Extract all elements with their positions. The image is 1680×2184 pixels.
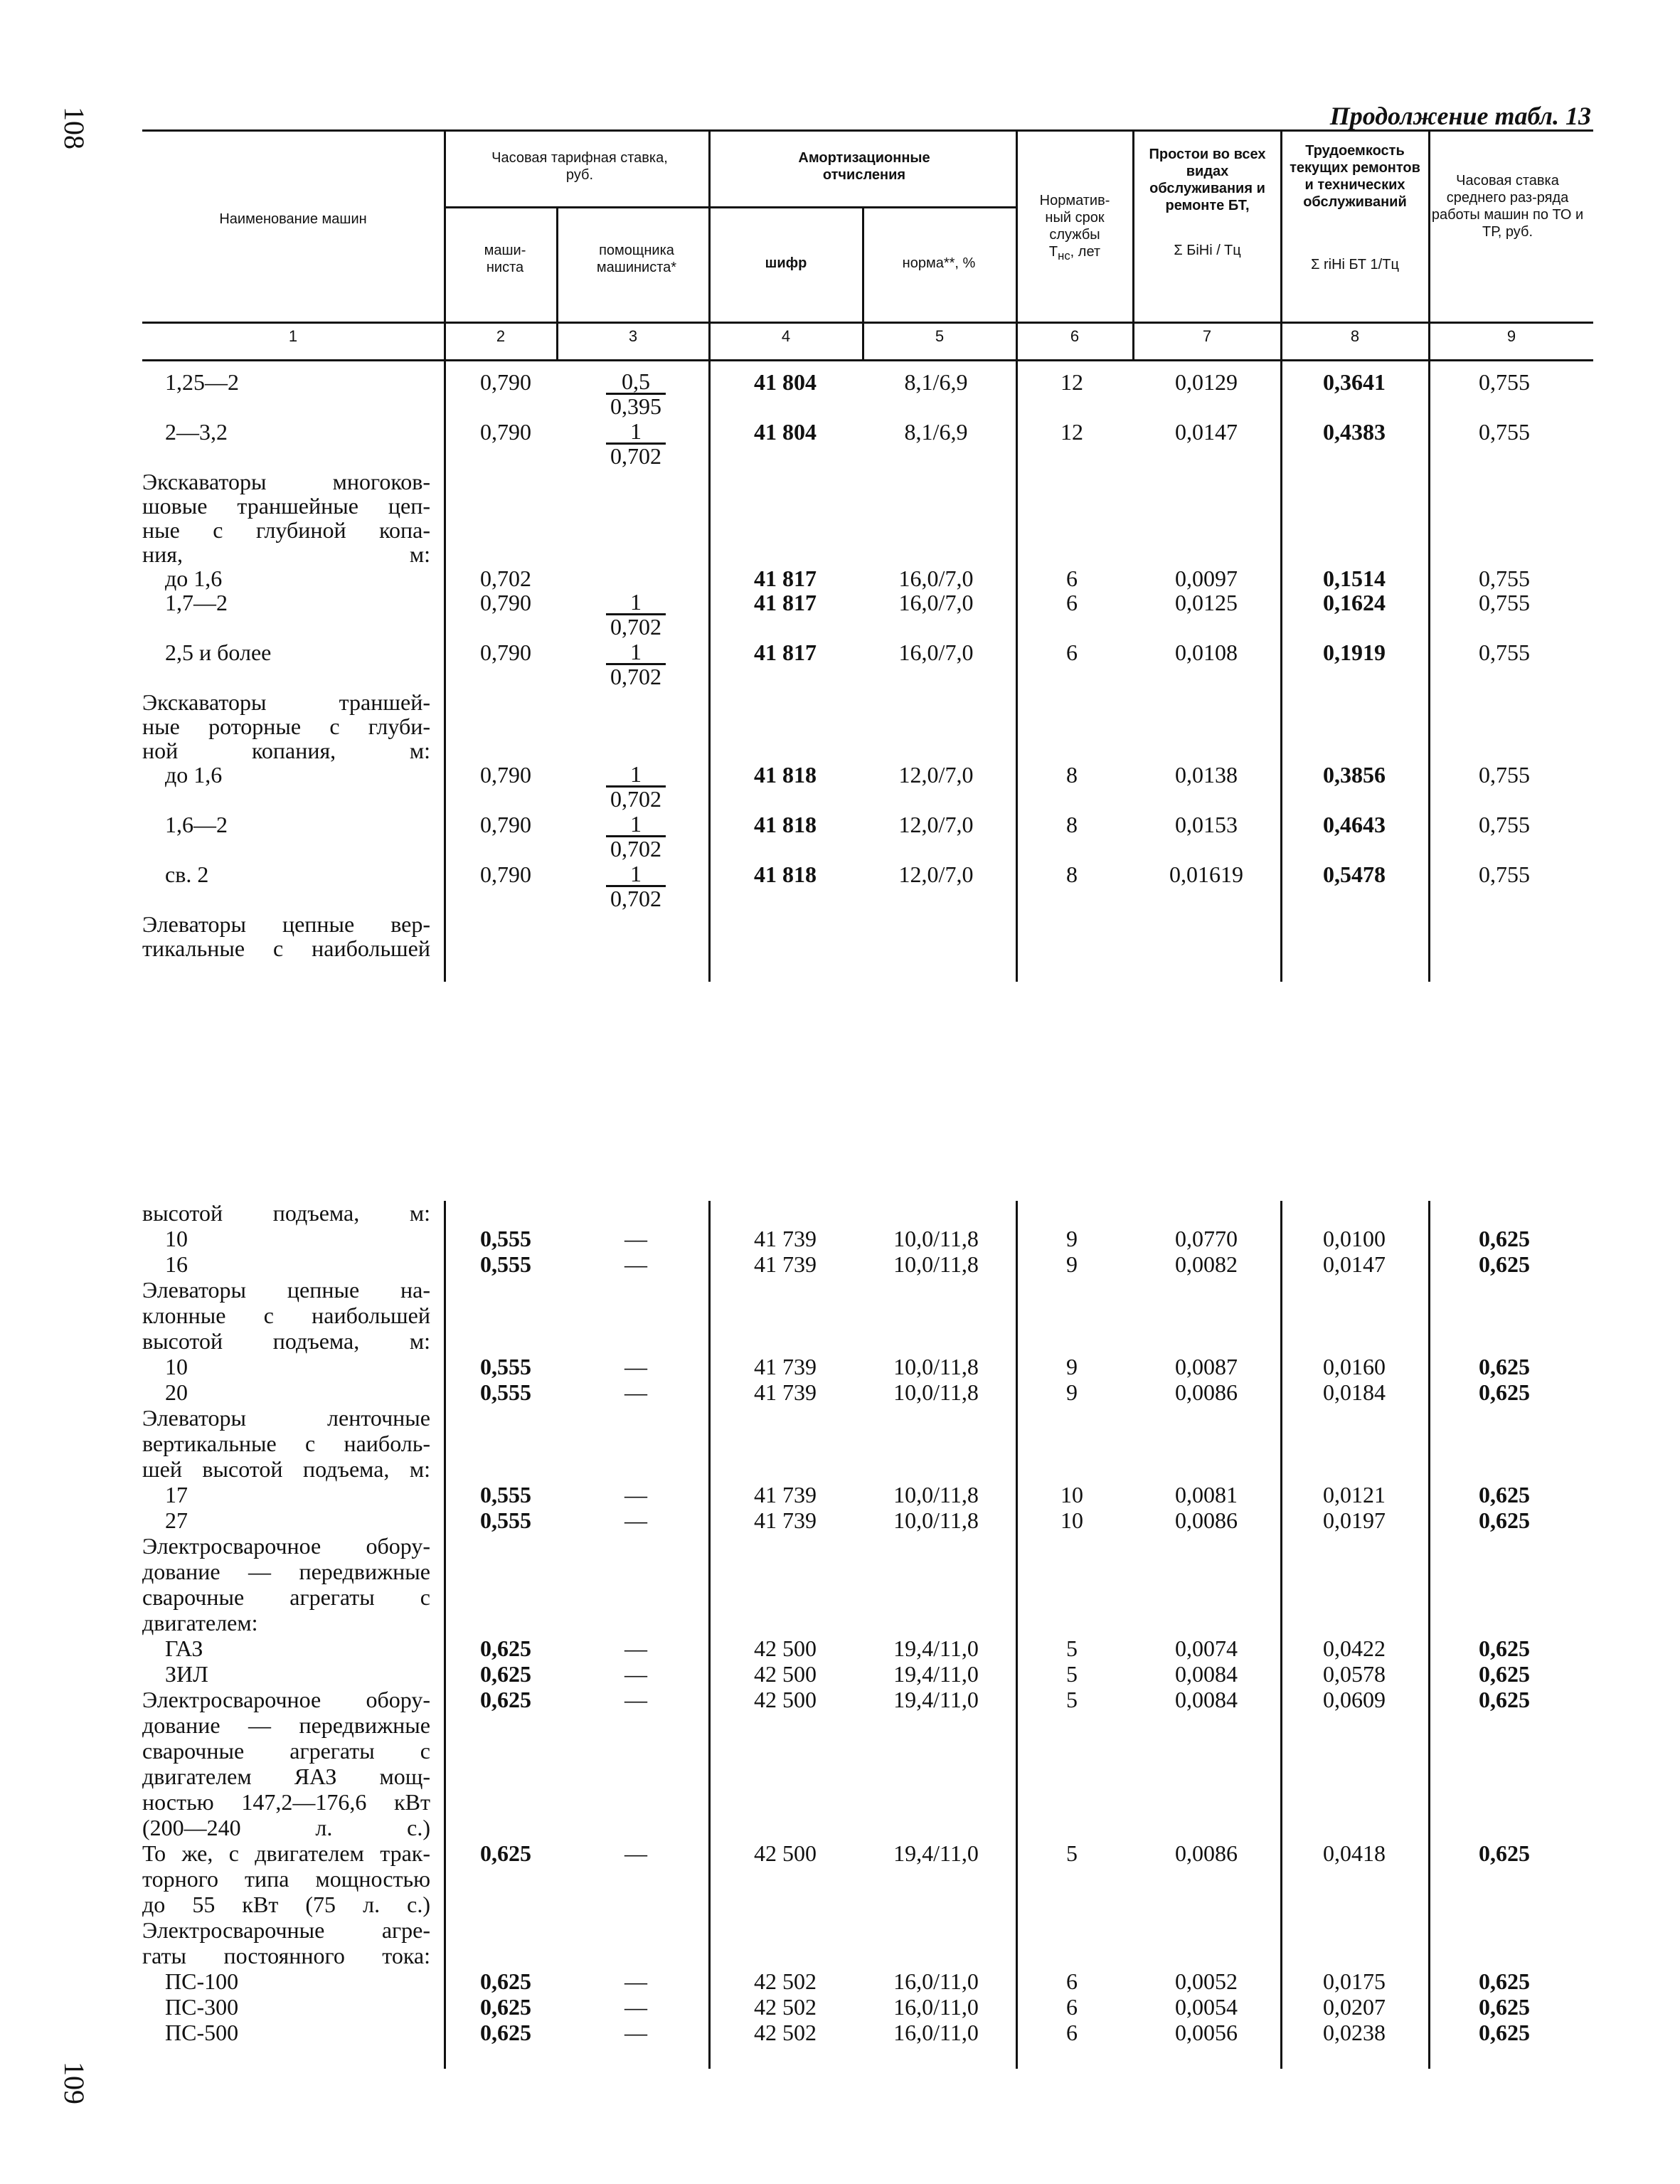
hourly-rate: 0,755 [1479, 862, 1530, 887]
service-life: 5 [1066, 1840, 1078, 1866]
group-heading-line: шей высотой подъема, м: [142, 1456, 430, 1482]
amortization-code: 41 817 [754, 590, 817, 615]
amortization-norm: 12,0/7,0 [898, 762, 974, 788]
group-heading [0, 1611, 1680, 1635]
labor-intensity: 0,0578 [1323, 1661, 1386, 1687]
downtime-value: 0,0129 [1175, 369, 1238, 395]
labor-intensity: 0,0121 [1323, 1482, 1386, 1507]
group-heading [0, 1867, 1680, 1891]
amortization-norm: 8,1/6,9 [904, 419, 968, 445]
hourly-rate: 0,755 [1479, 419, 1530, 445]
assistant-rate: — [624, 1354, 647, 1379]
amortization-code: 42 500 [754, 1636, 817, 1661]
col-number: 8 [1350, 327, 1360, 345]
machine-name: То же, с двигателем трак- [142, 1840, 430, 1866]
hourly-rate: 0,625 [1479, 1840, 1530, 1866]
amortization-norm: 16,0/11,0 [893, 1994, 979, 2020]
amortization-norm: 19,4/11,0 [893, 1636, 979, 1661]
service-life: 6 [1066, 1968, 1078, 1994]
machinist-rate: 0,702 [480, 566, 531, 591]
hourly-rate: 0,625 [1479, 1354, 1530, 1379]
labor-intensity: 0,1624 [1323, 590, 1386, 615]
machinist-rate: 0,625 [480, 1840, 531, 1866]
header-amort-group: Амортизационные отчисления [798, 150, 930, 183]
table-row [0, 1226, 1680, 1251]
machine-name: 1,7—2 [165, 590, 228, 615]
assistant-rate: — [624, 1251, 647, 1277]
amortization-norm: 10,0/11,8 [893, 1507, 979, 1533]
assistant-rate: — [624, 1840, 647, 1866]
group-heading [0, 1457, 1680, 1481]
group-heading [0, 1278, 1680, 1302]
col-number: 1 [288, 327, 298, 345]
service-life: 9 [1066, 1251, 1078, 1277]
group-heading-line: шовые траншейные цеп- [142, 493, 430, 519]
group-heading-line: Электросварочные агре- [142, 1917, 430, 1943]
labor-intensity: 0,0418 [1323, 1840, 1386, 1866]
group-heading [0, 1303, 1680, 1327]
service-life: 8 [1066, 812, 1078, 837]
downtime-value: 0,0147 [1175, 419, 1238, 445]
amortization-norm: 10,0/11,8 [893, 1482, 979, 1507]
group-heading [0, 1406, 1680, 1430]
labor-intensity: 0,0147 [1323, 1251, 1386, 1277]
amortization-norm: 16,0/11,0 [893, 2020, 979, 2045]
group-heading-line: сварочные агрегаты с [142, 1584, 430, 1610]
col-number: 2 [496, 327, 506, 345]
machine-name: 10 [165, 1226, 188, 1251]
amortization-code: 41 804 [754, 419, 817, 445]
assistant-rate: $\frac{1}{0,702}$ [562, 590, 710, 639]
table-row [0, 1380, 1680, 1404]
hourly-rate: 0,625 [1479, 2020, 1530, 2045]
machinist-rate: 0,790 [480, 590, 531, 615]
amortization-code: 42 502 [754, 1968, 817, 1994]
service-life: 8 [1066, 762, 1078, 788]
service-life: 10 [1060, 1482, 1083, 1507]
labor-intensity: 0,3856 [1323, 762, 1386, 788]
hourly-rate: 0,625 [1479, 1226, 1530, 1251]
group-heading-line: дование — передвижные [142, 1559, 430, 1584]
group-heading [0, 1713, 1680, 1737]
amortization-norm: 12,0/7,0 [898, 862, 974, 887]
amortization-norm: 16,0/7,0 [898, 590, 974, 615]
machinist-rate: 0,625 [480, 1968, 531, 1994]
assistant-rate: — [624, 1994, 647, 2020]
amortization-norm: 10,0/11,8 [893, 1226, 979, 1251]
group-heading [0, 1918, 1680, 1942]
hourly-rate: 0,755 [1479, 590, 1530, 615]
header-code: шифр [765, 255, 807, 271]
downtime-value: 0,0052 [1175, 1968, 1238, 1994]
amortization-code: 41 804 [754, 369, 817, 395]
group-heading-line: высотой подъема, м: [142, 1328, 430, 1354]
labor-intensity: 0,1919 [1323, 640, 1386, 665]
header-labor-formula: Σ riHi БТ 1/Tц [1311, 257, 1399, 272]
machine-name: ЗИЛ [165, 1661, 208, 1687]
amortization-norm: 16,0/7,0 [898, 640, 974, 665]
machinist-rate: 0,625 [480, 1661, 531, 1687]
downtime-value: 0,0054 [1175, 1994, 1238, 2020]
hourly-rate: 0,755 [1479, 566, 1530, 591]
hourly-rate: 0,625 [1479, 1379, 1530, 1405]
assistant-rate: $\frac{1}{0,702}$ [562, 812, 710, 861]
machine-name: до 1,6 [165, 566, 223, 591]
amortization-norm: 12,0/7,0 [898, 812, 974, 837]
group-heading-line: Элеваторы цепные на- [142, 1277, 430, 1303]
hourly-rate: 0,625 [1479, 1994, 1530, 2020]
assistant-rate: $\frac{1}{0,702}$ [562, 640, 710, 689]
group-heading [0, 1431, 1680, 1456]
col-number: 5 [935, 327, 945, 345]
header-rate: Часовая ставка среднего раз-ряда работы машин по ТО и ТР, руб. [1431, 173, 1584, 240]
machine-name: 20 [165, 1379, 188, 1405]
table-row [0, 1355, 1680, 1379]
machine-name: ПС-500 [165, 2020, 239, 2045]
labor-intensity: 0,0238 [1323, 2020, 1386, 2045]
group-heading [0, 1329, 1680, 1353]
header-assistant: помощника машиниста* [596, 243, 677, 275]
machinist-rate: 0,790 [480, 762, 531, 788]
group-heading-line: ные с глубиной копа- [142, 517, 430, 543]
group-heading-line: ной копания, м: [142, 738, 430, 763]
service-life: 8 [1066, 862, 1078, 887]
group-heading-line: двигателем ЯАЗ мощ- [142, 1764, 430, 1789]
amortization-code: 41 739 [754, 1507, 817, 1533]
assistant-rate: — [624, 1968, 647, 1994]
machinist-rate: 0,790 [480, 862, 531, 887]
group-heading-line: ностью 147,2—176,6 кВт [142, 1789, 430, 1815]
service-life: 12 [1060, 419, 1083, 445]
downtime-value: 0,0086 [1175, 1379, 1238, 1405]
downtime-value: 0,0138 [1175, 762, 1238, 788]
assistant-rate: — [624, 1636, 647, 1661]
group-heading-line: высотой подъема, м: [142, 1200, 430, 1226]
machinist-rate: 0,555 [480, 1507, 531, 1533]
service-life: 6 [1066, 640, 1078, 665]
group-heading [0, 1534, 1680, 1558]
machine-name: 10 [165, 1354, 188, 1379]
amortization-norm: 19,4/11,0 [893, 1840, 979, 1866]
group-heading-line: клонные с наибольшей [142, 1303, 430, 1328]
service-life: 5 [1066, 1687, 1078, 1712]
service-life: 5 [1066, 1636, 1078, 1661]
group-heading-line: Экскаваторы многоков- [142, 469, 430, 494]
labor-intensity: 0,0207 [1323, 1994, 1386, 2020]
service-life: 9 [1066, 1226, 1078, 1251]
assistant-rate: — [624, 1379, 647, 1405]
amortization-norm: 8,1/6,9 [904, 369, 968, 395]
group-heading-line: (200—240 л. с.) [142, 1815, 430, 1840]
group-heading-line: ные роторные с глуби- [142, 714, 430, 739]
col-number: 3 [628, 327, 638, 345]
downtime-value: 0,0097 [1175, 566, 1238, 591]
group-heading-line: сварочные агрегаты с [142, 1738, 430, 1764]
machine-name: 1,25—2 [165, 369, 239, 395]
hourly-rate: 0,625 [1479, 1482, 1530, 1507]
service-life: 5 [1066, 1661, 1078, 1687]
page-number-bottom: 109 [58, 2062, 90, 2104]
amortization-code: 42 500 [754, 1687, 817, 1712]
group-heading-line: тикальные с наибольшей [142, 935, 430, 961]
service-life: 10 [1060, 1507, 1083, 1533]
labor-intensity: 0,1514 [1323, 566, 1386, 591]
hourly-rate: 0,625 [1479, 1968, 1530, 1994]
group-heading [0, 1764, 1680, 1788]
downtime-value: 0,0087 [1175, 1354, 1238, 1379]
service-life: 6 [1066, 590, 1078, 615]
downtime-value: 0,0108 [1175, 640, 1238, 665]
group-heading [0, 1892, 1680, 1917]
amortization-code: 42 502 [754, 1994, 817, 2020]
group-heading-line: гаты постоянного тока: [142, 1943, 430, 1968]
group-heading-line: двигателем: [142, 1610, 258, 1636]
amortization-code: 41 739 [754, 1379, 817, 1405]
labor-intensity: 0,0160 [1323, 1354, 1386, 1379]
downtime-value: 0,0056 [1175, 2020, 1238, 2045]
group-heading [0, 1559, 1680, 1584]
group-heading-line: ния, м: [142, 541, 430, 567]
amortization-norm: 16,0/7,0 [898, 566, 974, 591]
header-downtime-formula: Σ БiHi / Tц [1174, 243, 1241, 258]
hourly-rate: 0,755 [1479, 640, 1530, 665]
machine-name: 16 [165, 1251, 188, 1277]
downtime-value: 0,0086 [1175, 1840, 1238, 1866]
header-downtime: Простои во всех видах обслуживания и ремонте БТ, [1149, 147, 1266, 213]
amortization-norm: 19,4/11,0 [893, 1687, 979, 1712]
machine-name: до 1,6 [165, 762, 223, 788]
page-number-top: 108 [58, 107, 90, 149]
group-heading [0, 1815, 1680, 1840]
group-heading-line: Элеваторы ленточные [142, 1405, 430, 1431]
downtime-value: 0,0125 [1175, 590, 1238, 615]
service-life: 9 [1066, 1354, 1078, 1379]
table-row [0, 2020, 1680, 2045]
assistant-rate: $\frac{1}{0,702}$ [562, 420, 710, 468]
amortization-code: 41 818 [754, 762, 817, 788]
hourly-rate: 0,625 [1479, 1636, 1530, 1661]
labor-intensity: 0,5478 [1323, 862, 1386, 887]
machine-name: 1,6—2 [165, 812, 228, 837]
header-machinist: маши- ниста [484, 243, 526, 275]
machinist-rate: 0,790 [480, 369, 531, 395]
downtime-value: 0,0084 [1175, 1687, 1238, 1712]
machinist-rate: 0,790 [480, 419, 531, 445]
downtime-value: 0,0770 [1175, 1226, 1238, 1251]
machine-name: 17 [165, 1482, 188, 1507]
hourly-rate: 0,755 [1479, 762, 1530, 788]
hourly-rate: 0,625 [1479, 1687, 1530, 1712]
header-name: Наименование машин [219, 211, 367, 227]
amortization-norm: 10,0/11,8 [893, 1251, 979, 1277]
machinist-rate: 0,625 [480, 1994, 531, 2020]
amortization-code: 41 739 [754, 1354, 817, 1379]
service-life: 6 [1066, 566, 1078, 591]
col-number: 7 [1202, 327, 1212, 345]
machine-name: ПС-300 [165, 1994, 239, 2020]
table-row [0, 1841, 1680, 1865]
amortization-code: 41 739 [754, 1251, 817, 1277]
service-life: 6 [1066, 1994, 1078, 2020]
table-row [0, 1995, 1680, 2019]
group-heading-line: Элеваторы цепные вер- [142, 911, 430, 937]
service-life: 12 [1060, 369, 1083, 395]
machine-name: 2—3,2 [165, 419, 228, 445]
assistant-rate: — [624, 1482, 647, 1507]
table-row [0, 1636, 1680, 1660]
downtime-value: 0,0084 [1175, 1661, 1238, 1687]
group-heading [0, 1201, 1680, 1225]
machinist-rate: 0,555 [480, 1354, 531, 1379]
assistant-rate: — [624, 1687, 647, 1712]
amortization-code: 41 817 [754, 566, 817, 591]
group-heading [0, 1790, 1680, 1814]
assistant-rate: — [624, 2020, 647, 2045]
header-tariff-group: Часовая тарифная ставка, руб. [491, 150, 668, 183]
labor-intensity: 0,0197 [1323, 1507, 1386, 1533]
assistant-rate: — [624, 1226, 647, 1251]
amortization-code: 41 739 [754, 1482, 817, 1507]
amortization-code: 41 818 [754, 812, 817, 837]
header-life: Норматив- ный срок службы $T_{нс}$, лет [1039, 193, 1110, 263]
group-heading [0, 1739, 1680, 1763]
hourly-rate: 0,625 [1479, 1661, 1530, 1687]
machine-name: ПС-100 [165, 1968, 239, 1994]
labor-intensity: 0,3641 [1323, 369, 1386, 395]
machinist-rate: 0,625 [480, 2020, 531, 2045]
downtime-value: 0,0074 [1175, 1636, 1238, 1661]
machine-name: Электросварочное обору- [142, 1687, 430, 1712]
table-row [0, 1252, 1680, 1276]
amortization-norm: 16,0/11,0 [893, 1968, 979, 1994]
assistant-rate: $\frac{0,5}{0,395}$ [562, 370, 710, 418]
machinist-rate: 0,625 [480, 1636, 531, 1661]
machine-name: 27 [165, 1507, 188, 1533]
labor-intensity: 0,0184 [1323, 1379, 1386, 1405]
machinist-rate: 0,790 [480, 812, 531, 837]
hourly-rate: 0,755 [1479, 812, 1530, 837]
col-number: 4 [781, 327, 791, 345]
machinist-rate: 0,555 [480, 1482, 531, 1507]
table-row [0, 1483, 1680, 1507]
group-heading-line: торного типа мощностью [142, 1866, 430, 1892]
amortization-code: 41 818 [754, 862, 817, 887]
table-row [0, 1508, 1680, 1532]
assistant-rate: — [624, 1661, 647, 1687]
amortization-norm: 19,4/11,0 [893, 1661, 979, 1687]
amortization-code: 41 739 [754, 1226, 817, 1251]
downtime-value: 0,0081 [1175, 1482, 1238, 1507]
header-norm: норма**, % [902, 255, 976, 271]
downtime-value: 0,0153 [1175, 812, 1238, 837]
labor-intensity: 0,0100 [1323, 1226, 1386, 1251]
amortization-code: 42 502 [754, 2020, 817, 2045]
group-heading-line: Экскаваторы траншей- [142, 689, 430, 715]
labor-intensity: 0,4383 [1323, 419, 1386, 445]
group-heading [0, 1944, 1680, 1968]
group-heading [0, 1585, 1680, 1609]
service-life: 6 [1066, 2020, 1078, 2045]
group-heading-line: вертикальные с наиболь- [142, 1431, 430, 1456]
labor-intensity: 0,4643 [1323, 812, 1386, 837]
machinist-rate: 0,790 [480, 640, 531, 665]
machine-name: ГАЗ [165, 1636, 203, 1661]
amortization-code: 42 500 [754, 1661, 817, 1687]
assistant-rate: $\frac{1}{0,702}$ [562, 862, 710, 911]
group-heading-line: Электросварочное обору- [142, 1533, 430, 1559]
machine-name: св. 2 [165, 862, 209, 887]
group-heading-line: до 55 кВт (75 л. с.) [142, 1892, 430, 1917]
hourly-rate: 0,755 [1479, 369, 1530, 395]
labor-intensity: 0,0175 [1323, 1968, 1386, 1994]
machinist-rate: 0,625 [480, 1687, 531, 1712]
header-labor: Трудоемкость текущих ремонтов и технических обслуживаний [1290, 143, 1420, 210]
assistant-rate: $\frac{1}{0,702}$ [562, 763, 710, 811]
service-life: 9 [1066, 1379, 1078, 1405]
hourly-rate: 0,625 [1479, 1507, 1530, 1533]
table-row [0, 1969, 1680, 1993]
machinist-rate: 0,555 [480, 1226, 531, 1251]
amortization-code: 42 500 [754, 1840, 817, 1866]
machine-name: 2,5 и более [165, 640, 272, 665]
continuation-title: Продолжение табл. 13 [1329, 102, 1591, 130]
machinist-rate: 0,555 [480, 1379, 531, 1405]
table-row [0, 1662, 1680, 1686]
downtime-value: 0,01619 [1169, 862, 1243, 887]
group-heading-line: дование — передвижные [142, 1712, 430, 1738]
table-row [0, 1687, 1680, 1712]
machinist-rate: 0,555 [480, 1251, 531, 1277]
amortization-code: 41 817 [754, 640, 817, 665]
downtime-value: 0,0082 [1175, 1251, 1238, 1277]
hourly-rate: 0,625 [1479, 1251, 1530, 1277]
labor-intensity: 0,0609 [1323, 1687, 1386, 1712]
assistant-rate: — [624, 1507, 647, 1533]
amortization-norm: 10,0/11,8 [893, 1354, 979, 1379]
col-number: 9 [1506, 327, 1516, 345]
amortization-norm: 10,0/11,8 [893, 1379, 979, 1405]
col-number: 6 [1070, 327, 1080, 345]
labor-intensity: 0,0422 [1323, 1636, 1386, 1661]
downtime-value: 0,0086 [1175, 1507, 1238, 1533]
